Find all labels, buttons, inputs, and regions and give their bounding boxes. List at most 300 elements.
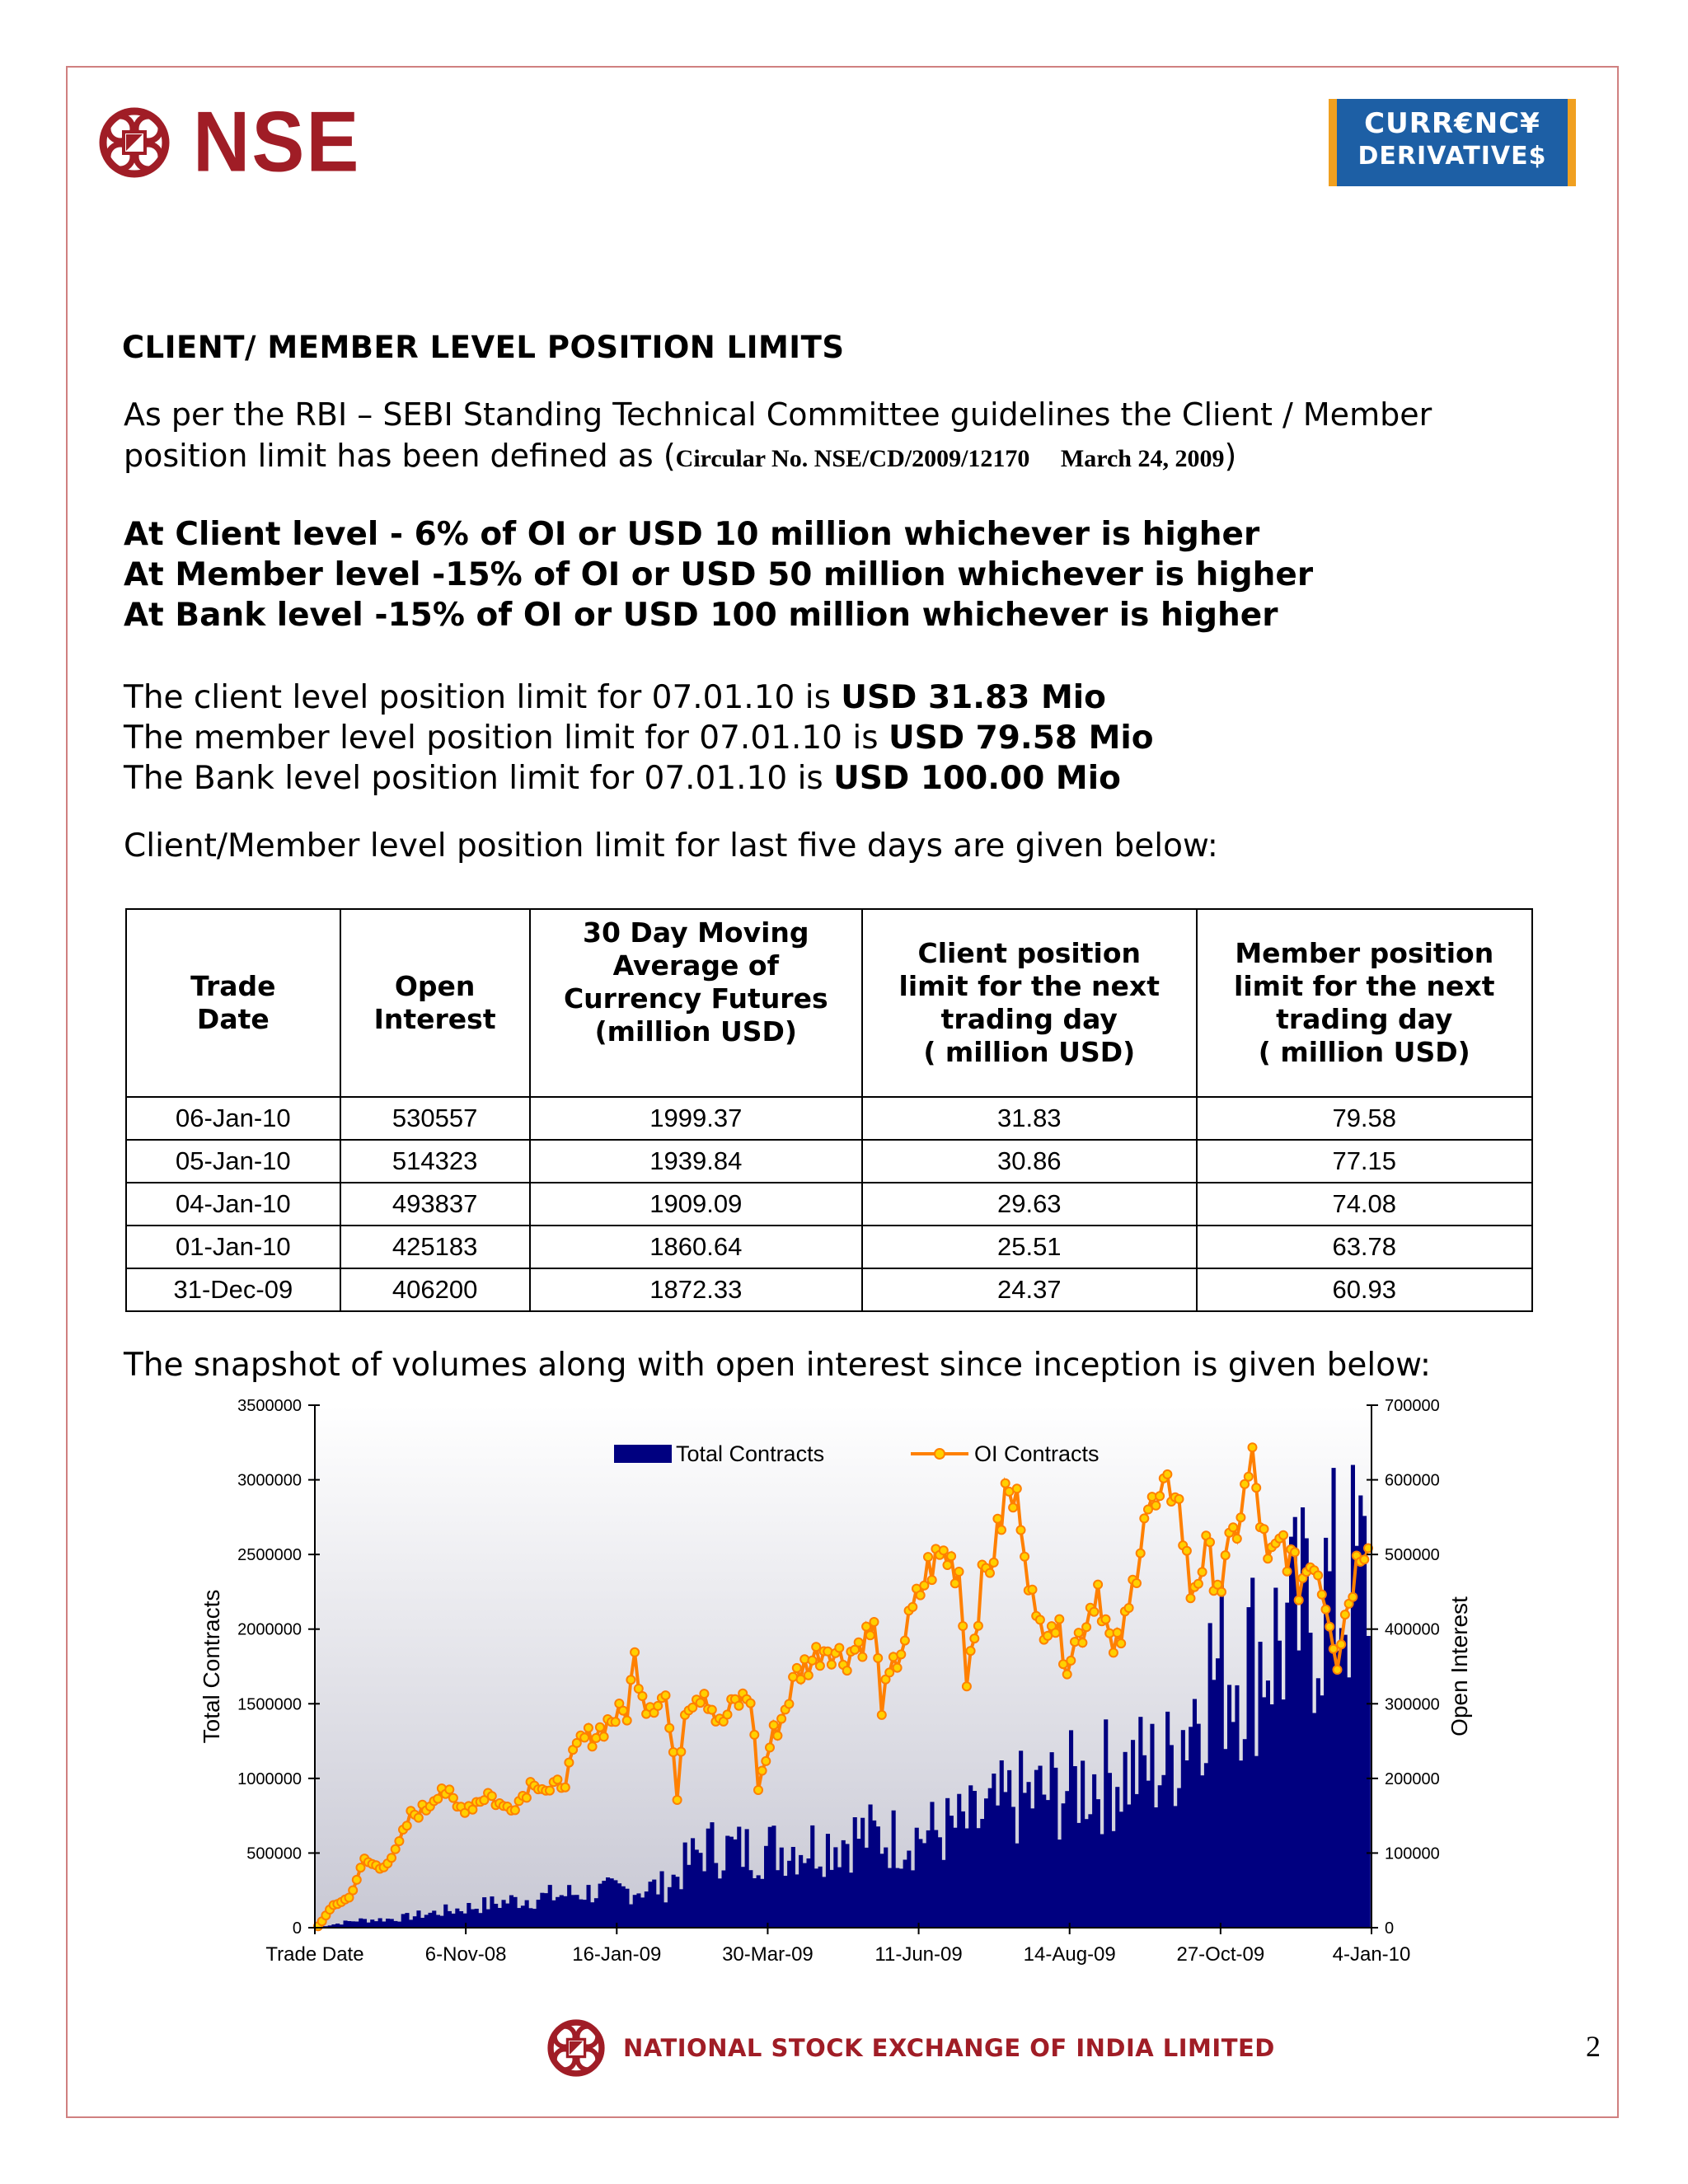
total-contracts-bar (625, 1889, 629, 1928)
cell-member-limit: 77.15 (1197, 1140, 1533, 1183)
oi-contracts-point (1055, 1615, 1063, 1624)
oi-contracts-point (901, 1637, 909, 1645)
oi-contracts-point (785, 1700, 793, 1708)
left-axis-tick-label: 500000 (246, 1844, 302, 1863)
total-contracts-bar (722, 1871, 726, 1929)
oi-contracts-point (920, 1582, 928, 1590)
footer (547, 2019, 1275, 2077)
total-contracts-bar (1027, 1782, 1031, 1928)
oi-contracts-point (993, 1515, 1001, 1523)
oi-contracts-point (1009, 1503, 1017, 1511)
x-axis-tick-label: 16-Jan-09 (572, 1943, 662, 1966)
oi-contracts-point (940, 1546, 948, 1554)
oi-contracts-point (816, 1661, 824, 1670)
total-contracts-bar (351, 1921, 355, 1928)
total-contracts-bar (344, 1920, 348, 1928)
oi-contracts-point (580, 1733, 588, 1741)
total-contracts-bar (702, 1872, 706, 1929)
total-contracts-bar (764, 1846, 768, 1928)
total-contracts-bar (741, 1867, 745, 1928)
total-contracts-bar (482, 1897, 486, 1928)
total-contracts-bar (892, 1811, 896, 1928)
oi-contracts-point (897, 1650, 905, 1658)
total-contracts-bar (440, 1916, 444, 1928)
client-limit-label: The client level position limit for 07.01.10 is (124, 679, 842, 716)
oi-contracts-point (673, 1796, 682, 1804)
bank-limit-line (124, 758, 1154, 799)
oi-contracts-point (1236, 1513, 1245, 1521)
total-contracts-bar (915, 1828, 919, 1928)
oi-contracts-point (1322, 1605, 1330, 1614)
cell-member-limit: 79.58 (1197, 1097, 1533, 1140)
oi-contracts-point (908, 1603, 917, 1611)
total-contracts-bar (594, 1898, 598, 1928)
total-contracts-bar (645, 1891, 649, 1928)
total-contracts-bar (633, 1895, 637, 1928)
oi-contracts-point (1144, 1506, 1152, 1514)
total-contracts-bar (590, 1902, 594, 1928)
cell-member-limit: 74.08 (1197, 1183, 1533, 1226)
oi-contracts-point (1125, 1604, 1133, 1612)
oi-contracts-point (1140, 1514, 1148, 1522)
cell-open-interest: 514323 (340, 1140, 530, 1183)
total-contracts-bar (911, 1870, 915, 1928)
oi-contracts-point (970, 1634, 978, 1643)
table-row (126, 1183, 1532, 1226)
total-contracts-bar (1123, 1752, 1128, 1928)
total-contracts-bar (675, 1877, 679, 1928)
total-contracts-bar (1088, 1814, 1092, 1928)
total-contracts-bar (567, 1885, 571, 1928)
member-limit-line (124, 718, 1154, 758)
total-contracts-bar (865, 1848, 869, 1928)
total-contracts-bar (1355, 1546, 1359, 1928)
oi-contracts-point (626, 1675, 635, 1684)
oi-contracts-point (1082, 1623, 1090, 1631)
cell-trade-date: 01-Jan-10 (126, 1226, 340, 1268)
current-limits (124, 677, 1154, 799)
total-contracts-bar (945, 1798, 950, 1928)
total-contracts-bar (1042, 1795, 1046, 1929)
cell-open-interest: 425183 (340, 1226, 530, 1268)
total-contracts-bar (833, 1847, 837, 1928)
total-contracts-bar (1216, 1658, 1220, 1928)
oi-contracts-point (387, 1854, 396, 1862)
oi-contracts-point (1245, 1473, 1253, 1481)
total-contracts-bar (837, 1868, 842, 1928)
total-contracts-bar (687, 1865, 691, 1928)
oi-contracts-point (1334, 1666, 1342, 1674)
x-axis-tick-label: 14-Aug-09 (1023, 1943, 1116, 1966)
total-contracts-bar (988, 1788, 992, 1928)
oi-contracts-point (1156, 1492, 1164, 1500)
oi-contracts-point (623, 1717, 631, 1725)
cell-client-limit: 30.86 (862, 1140, 1196, 1183)
total-contracts-bar (1282, 1699, 1286, 1928)
total-contracts-bar (1081, 1760, 1085, 1928)
oi-contracts-point (843, 1666, 851, 1675)
oi-contracts-point (1291, 1548, 1299, 1556)
total-contracts-bar (471, 1910, 475, 1928)
total-contracts-bar (556, 1897, 560, 1928)
oi-contracts-point (1078, 1638, 1086, 1647)
right-axis-tick-label: 400000 (1385, 1620, 1440, 1639)
total-contracts-bar (698, 1853, 702, 1928)
total-contracts-bar (390, 1919, 394, 1928)
left-axis-tick-label: 0 (292, 1919, 302, 1938)
total-contracts-bar (1305, 1539, 1309, 1929)
oi-contracts-point (1264, 1554, 1272, 1563)
total-contracts-bar (1007, 1770, 1011, 1928)
total-contracts-bar (1115, 1787, 1119, 1928)
oi-contracts-point (1094, 1581, 1102, 1589)
total-contracts-bar (1053, 1768, 1057, 1928)
total-contracts-bar (776, 1870, 780, 1928)
total-contracts-bar (691, 1838, 695, 1928)
oi-contracts-point (1325, 1623, 1334, 1631)
oi-contracts-point (944, 1561, 952, 1569)
total-contracts-bar (452, 1914, 456, 1928)
total-contracts-bar (1193, 1699, 1197, 1929)
oi-contracts-point (619, 1707, 627, 1715)
nse-emblem-icon (99, 107, 170, 178)
total-contracts-bar (1046, 1800, 1050, 1928)
total-contracts-bar (1131, 1740, 1135, 1928)
total-contracts-bar (884, 1848, 888, 1928)
total-contracts-bar (830, 1870, 834, 1928)
total-contracts-bar (980, 1819, 984, 1928)
table-header-row (126, 909, 1532, 1097)
total-contracts-bar (1100, 1835, 1104, 1929)
total-contracts-bar (525, 1900, 529, 1928)
total-contracts-bar (799, 1855, 803, 1928)
cell-moving-average: 1909.09 (530, 1183, 863, 1226)
oi-contracts-point (688, 1704, 696, 1712)
oi-contracts-point (445, 1785, 453, 1793)
oi-contracts-point (662, 1691, 670, 1699)
total-contracts-bar (718, 1878, 722, 1928)
total-contracts-bar (660, 1872, 664, 1929)
total-contracts-bar (1332, 1468, 1336, 1928)
total-contracts-bar (1185, 1760, 1189, 1928)
total-contracts-bar (734, 1840, 738, 1928)
oi-contracts-point (874, 1654, 882, 1662)
total-contracts-bar (768, 1827, 772, 1928)
right-axis-tick-label: 200000 (1385, 1769, 1440, 1788)
oi-contracts-point (947, 1552, 955, 1560)
oi-contracts-point (1295, 1596, 1303, 1605)
oi-contracts-point (893, 1664, 902, 1672)
cell-trade-date: 04-Jan-10 (126, 1183, 340, 1226)
cell-open-interest: 493837 (340, 1183, 530, 1226)
client-level-rule: At Client level - 6% of OI or USD 10 million whichever is higher (124, 516, 1260, 553)
total-contracts-bar (860, 1818, 865, 1928)
oi-contracts-point (724, 1710, 732, 1718)
oi-contracts-point (584, 1724, 593, 1732)
oi-contracts-point (349, 1886, 357, 1895)
total-contracts-bar (922, 1843, 926, 1928)
total-contracts-bar (1223, 1749, 1227, 1928)
total-contracts-bar (803, 1863, 807, 1928)
total-contracts-bar (551, 1900, 556, 1928)
total-contracts-bar (984, 1798, 988, 1928)
total-contracts-bar (347, 1921, 351, 1928)
total-contracts-bar (1289, 1537, 1293, 1928)
total-contracts-bar (757, 1875, 761, 1928)
oi-contracts-point (959, 1622, 967, 1630)
total-contracts-bar (436, 1915, 440, 1929)
total-contracts-bar (1069, 1730, 1073, 1928)
total-contracts-bar (818, 1867, 823, 1928)
oi-contracts-point (758, 1767, 767, 1775)
oi-contracts-point (770, 1721, 778, 1729)
total-contracts-bar (617, 1883, 621, 1928)
total-contracts-bar (467, 1903, 471, 1928)
total-contracts-bar (1050, 1752, 1054, 1928)
x-axis-tick-label: 6-Nov-08 (424, 1943, 507, 1966)
total-contracts-bar (1270, 1704, 1274, 1928)
cell-trade-date: 05-Jan-10 (126, 1140, 340, 1183)
oi-contracts-point (754, 1786, 762, 1794)
oi-contracts-point (654, 1702, 662, 1710)
total-contracts-bar (1227, 1685, 1231, 1928)
oi-contracts-point (1198, 1568, 1207, 1576)
oi-contracts-point (1052, 1629, 1060, 1637)
total-contracts-bar (791, 1847, 795, 1928)
total-contracts-bar (397, 1922, 401, 1928)
total-contracts-bar (926, 1830, 931, 1928)
total-contracts-bar (1154, 1807, 1158, 1928)
total-contracts-bar (563, 1896, 567, 1928)
right-axis-tick-label: 0 (1385, 1919, 1395, 1938)
total-contracts-bar (1335, 1651, 1339, 1928)
cell-client-limit: 29.63 (862, 1183, 1196, 1226)
oi-contracts-point (596, 1723, 604, 1732)
cell-trade-date: 31-Dec-09 (126, 1268, 340, 1311)
total-contracts-bar (965, 1829, 969, 1929)
oi-contracts-point (1206, 1538, 1214, 1546)
total-contracts-bar (1316, 1678, 1320, 1928)
total-contracts-bar (478, 1913, 482, 1928)
total-contracts-bar (1158, 1785, 1162, 1928)
oi-contracts-point (917, 1591, 925, 1600)
total-contracts-bar (760, 1879, 764, 1928)
oi-contracts-point (696, 1699, 705, 1707)
oi-contracts-point (1017, 1526, 1025, 1535)
total-contracts-bar (405, 1913, 409, 1928)
right-axis-tick-label: 600000 (1385, 1471, 1440, 1490)
member-limit-value: USD 79.58 Mio (888, 719, 1154, 757)
oi-contracts-point (1109, 1648, 1118, 1657)
oi-contracts-point (546, 1787, 554, 1795)
oi-contracts-point (1071, 1638, 1079, 1646)
x-axis-tick-label: 27-Oct-09 (1176, 1943, 1265, 1966)
total-contracts-bar (1312, 1713, 1316, 1929)
total-contracts-bar (459, 1911, 463, 1928)
legend-line-marker (935, 1449, 945, 1459)
total-contracts-bar (598, 1884, 603, 1928)
total-contracts-bar (710, 1822, 714, 1928)
oi-contracts-point (600, 1732, 608, 1741)
total-contracts-bar (899, 1868, 903, 1928)
total-contracts-bar (737, 1827, 741, 1929)
total-contracts-bar (1250, 1577, 1254, 1928)
oi-contracts-point (353, 1876, 361, 1884)
oi-contracts-point (415, 1814, 423, 1822)
nse-logo-text: NSE (193, 94, 361, 190)
total-contracts-bar (1259, 1642, 1263, 1928)
total-contracts-bar (602, 1881, 606, 1928)
total-contracts-bar (1146, 1781, 1151, 1928)
total-contracts-bar (355, 1922, 359, 1929)
total-contracts-bar (517, 1908, 521, 1928)
cell-moving-average: 1939.84 (530, 1140, 863, 1183)
total-contracts-bar (621, 1886, 626, 1928)
total-contracts-bar (1161, 1775, 1165, 1928)
oi-contracts-point (708, 1706, 716, 1714)
total-contracts-bar (1011, 1807, 1015, 1928)
total-contracts-bar (1273, 1588, 1278, 1929)
oi-contracts-point (1187, 1594, 1195, 1602)
total-contracts-bar (1212, 1680, 1216, 1928)
total-contracts-bar (1104, 1719, 1108, 1928)
total-contracts-bar (498, 1908, 502, 1928)
total-contracts-bar (725, 1836, 729, 1929)
oi-contracts-point (1233, 1535, 1241, 1543)
total-contracts-bar (748, 1870, 753, 1928)
total-contracts-bar (1119, 1811, 1123, 1928)
total-contracts-bar (1208, 1623, 1212, 1928)
oi-contracts-point (553, 1775, 561, 1783)
cell-client-limit: 24.37 (862, 1268, 1196, 1311)
total-contracts-bar (505, 1904, 509, 1928)
oi-contracts-point (612, 1718, 620, 1726)
level-rules (124, 514, 1313, 635)
intro-paragraph (124, 394, 1574, 480)
total-contracts-bar (1320, 1695, 1325, 1928)
total-contracts-bar (490, 1896, 494, 1928)
oi-contracts-point (434, 1795, 442, 1803)
oi-contracts-point (1183, 1547, 1191, 1555)
oi-contracts-point (1229, 1523, 1237, 1531)
total-contracts-bar (1351, 1465, 1355, 1929)
oi-contracts-point (1036, 1615, 1044, 1624)
total-contracts-bar (1254, 1756, 1259, 1928)
total-contracts-bar (656, 1895, 660, 1928)
total-contracts-bar (1200, 1775, 1204, 1928)
oi-contracts-point (855, 1638, 863, 1647)
oi-contracts-point (1360, 1555, 1368, 1563)
snapshot-text: The snapshot of volumes along with open interest since inception is given below: (124, 1347, 1431, 1384)
cell-trade-date: 06-Jan-10 (126, 1097, 340, 1140)
oi-contracts-point (1283, 1568, 1292, 1576)
bank-limit-value: USD 100.00 Mio (833, 760, 1121, 797)
oi-contracts-point (357, 1863, 365, 1872)
total-contracts-bar (1235, 1685, 1239, 1928)
total-contracts-bar (968, 1785, 973, 1928)
oi-contracts-point (885, 1668, 893, 1676)
total-contracts-bar (583, 1900, 587, 1928)
oi-contracts-point (773, 1732, 781, 1740)
total-contracts-bar (822, 1877, 826, 1928)
total-contracts-bar (1138, 1717, 1142, 1928)
oi-contracts-point (1013, 1484, 1021, 1493)
total-contracts-bar (513, 1897, 518, 1928)
total-contracts-bar (432, 1910, 436, 1928)
page-title: CLIENT/ MEMBER LEVEL POSITION LIMITS (122, 330, 845, 365)
oi-contracts-point (488, 1792, 496, 1800)
intro-line2: position limit has been defined as (124, 438, 663, 474)
total-contracts-bar (845, 1844, 849, 1928)
total-contracts-bar (443, 1905, 448, 1928)
total-contracts-bar (1015, 1844, 1019, 1928)
total-contracts-bar (1347, 1677, 1351, 1928)
total-contracts-bar (359, 1919, 363, 1928)
total-contracts-bar (888, 1868, 892, 1928)
oi-contracts-point (1132, 1579, 1141, 1587)
oi-contracts-point (1348, 1593, 1357, 1601)
total-contracts-bar (393, 1921, 397, 1928)
circular-open: ( (663, 438, 676, 474)
oi-contracts-point (858, 1653, 866, 1661)
total-contracts-bar (1065, 1791, 1069, 1928)
oi-contracts-point (812, 1643, 820, 1651)
total-contracts-bar (1062, 1803, 1066, 1928)
total-contracts-bar (540, 1893, 544, 1928)
total-contracts-bar (571, 1895, 575, 1928)
y-axis-label: Total Contracts (199, 1589, 224, 1744)
total-contracts-bar (1296, 1651, 1301, 1928)
oi-contracts-point (1249, 1443, 1257, 1451)
total-contracts-bar (706, 1829, 710, 1928)
total-contracts-bar (1197, 1724, 1201, 1928)
oi-contracts-point (1029, 1586, 1037, 1594)
total-contracts-bar (1262, 1697, 1266, 1928)
total-contracts-bar (378, 1919, 382, 1929)
total-contracts-bar (1096, 1799, 1100, 1928)
x-axis-tick-label: 11-Jun-09 (874, 1943, 963, 1966)
total-contracts-bar (907, 1851, 911, 1929)
total-contracts-bar (668, 1887, 672, 1928)
total-contracts-bar (977, 1828, 981, 1928)
total-contracts-bar (413, 1916, 417, 1928)
oi-contracts-point (986, 1569, 994, 1577)
oi-contracts-point (1194, 1580, 1203, 1588)
total-contracts-bar (424, 1915, 429, 1928)
total-contracts-bar (876, 1826, 880, 1928)
total-contracts-bar (1127, 1805, 1131, 1929)
right-axis-tick-label: 100000 (1385, 1844, 1440, 1863)
total-contracts-bar (795, 1874, 799, 1928)
total-contracts-bar (636, 1893, 640, 1928)
total-contracts-bar (1247, 1607, 1251, 1928)
table-row (126, 1268, 1532, 1311)
total-contracts-bar (1362, 1516, 1367, 1928)
total-contracts-bar (502, 1900, 506, 1928)
client-limit-value: USD 31.83 Mio (841, 679, 1106, 716)
total-contracts-bar (1165, 1712, 1170, 1928)
oi-contracts-point (955, 1568, 964, 1576)
total-contracts-bar (640, 1897, 645, 1928)
left-axis-tick-label: 3500000 (237, 1397, 302, 1415)
total-contracts-bar (475, 1909, 479, 1928)
total-contracts-bar (1170, 1745, 1174, 1928)
oi-contracts-point (866, 1631, 874, 1639)
total-contracts-bar (509, 1896, 513, 1928)
total-contracts-bar (1135, 1794, 1139, 1928)
total-contracts-bar (455, 1909, 459, 1928)
oi-contracts-point (862, 1623, 870, 1631)
